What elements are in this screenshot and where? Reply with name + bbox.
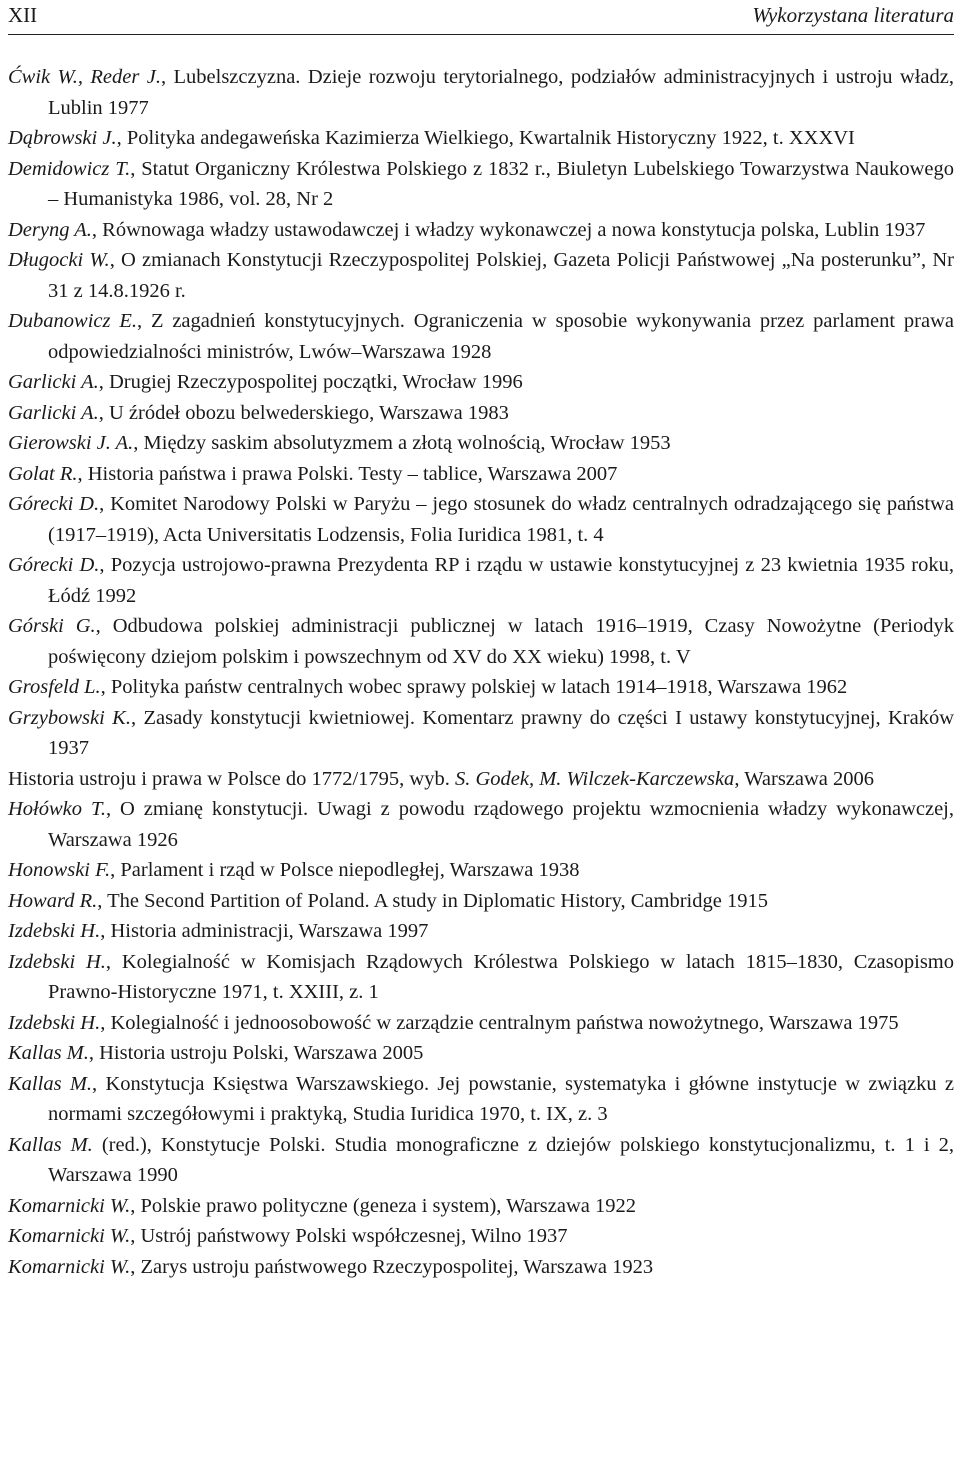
entry-details: , Z zagadnień konstytucyjnych. Ograniczenia w sposobie wykonywania przez parlament prawa odpowiedzialności ministrów, Lwów–Warszawa 1928: [48, 310, 954, 363]
entry-details: , Statut Organiczny Królestwa Polskiego z 1832 r., Biuletyn Lubelskiego Towarzystwa Naukowego – Humanistyka 1986, vol. 28, Nr 2: [48, 157, 955, 210]
bibliography-entry: [8, 428, 954, 459]
entry-details: , Parlament i rząd w Polsce niepodległej, Warszawa 1938: [110, 859, 580, 881]
entry-author: Górecki D.: [8, 493, 100, 515]
entry-author: Izdebski H.: [8, 950, 106, 973]
entry-author: Grosfeld L.: [8, 676, 101, 698]
entry-details: , Między saskim absolutyzmem a złotą wolnością, Wrocław 1953: [133, 432, 671, 454]
entry-details: , Zasady konstytucji kwietniowej. Komentarz prawny do części I ustawy konstytucyjnej, Kraków 1937: [48, 706, 954, 759]
entry-author: Dąbrowski J.: [8, 127, 117, 149]
entry-author: Howard R.: [8, 889, 98, 912]
bibliography-entry: [8, 855, 954, 886]
bibliography-entry: [8, 62, 954, 123]
bibliography-entry: [8, 367, 954, 398]
entry-author: Długocki W.: [8, 249, 110, 271]
entry-author: Górski G.: [8, 615, 96, 637]
bibliography-entry: [8, 703, 954, 764]
entry-details: , Warszawa 2006: [734, 767, 875, 790]
bibliography-entry: [8, 611, 954, 672]
bibliography-entry: [8, 947, 954, 1008]
entry-details: , Komitet Narodowy Polski w Paryżu – jego stosunek do władz centralnych odradzającego się państwa (1917–1919), Acta Universitatis Lodzensis, Folia Iuridica 1981, t. 4: [48, 493, 955, 546]
entry-author: Garlicki A.: [8, 371, 99, 393]
bibliography-entry: [8, 489, 954, 550]
bibliography-entry: [8, 764, 954, 795]
bibliography-entry: [8, 916, 954, 947]
bibliography-entry: [8, 672, 954, 703]
entry-details: , Historia ustroju Polski, Warszawa 2005: [88, 1042, 424, 1064]
entry-author: Deryng A.: [8, 218, 92, 241]
bibliography-entry: [8, 398, 954, 429]
bibliography-entry: [8, 794, 954, 855]
entry-author: Izdebski H.: [8, 920, 101, 942]
bibliography-entry: [8, 1221, 954, 1252]
bibliography-list: [8, 62, 954, 1282]
bibliography-entry: [8, 1008, 954, 1039]
entry-details: , Kolegialność i jednoosobowość w zarządzie centralnym państwa nowożytnego, Warszawa 1975: [100, 1011, 899, 1034]
entry-author: Górecki D.: [8, 554, 100, 576]
entry-details: , Historia państwa i prawa Polski. Testy – tablice, Warszawa 2007: [77, 462, 618, 485]
entry-details: , Drugiej Rzeczypospolitej początki, Wrocław 1996: [98, 371, 523, 393]
entry-details: , Kolegialność w Komisjach Rządowych Królestwa Polskiego w latach 1815–1830, Czasopismo Prawno-Historyczne 1971, t. XXIII, z. 1: [48, 950, 954, 1003]
entry-author: Garlicki A.: [8, 401, 99, 424]
bibliography-entry: [8, 1191, 954, 1222]
entry-author: Gierowski J. A.: [8, 432, 134, 454]
bibliography-entry: [8, 154, 954, 215]
entry-details: , Polskie prawo polityczne (geneza i system), Warszawa 1922: [130, 1194, 637, 1217]
bibliography-entry: [8, 1252, 954, 1283]
entry-details: , Pozycja ustrojowo-prawna Prezydenta RP i rządu w ustawie konstytucyjnej z 23 kwietnia 1935 roku, Łódź 1992: [48, 554, 954, 607]
entry-author: Ćwik W., Reder J.: [8, 66, 161, 88]
bibliography-entry: [8, 123, 954, 154]
entry-details: , Historia administracji, Warszawa 1997: [100, 920, 429, 942]
bibliography-entry: [8, 1069, 954, 1130]
entry-author: Komarnicki W.: [8, 1194, 131, 1217]
entry-author: Komarnicki W.: [8, 1255, 131, 1278]
bibliography-entry: [8, 550, 954, 611]
entry-details: , Odbudowa polskiej administracji publicznej w latach 1916–1919, Czasy Nowożytne (Periodyk poświęcony dziejom polskim i powszechnym od XV do XX wieku) 1998, t. V: [48, 615, 954, 668]
bibliography-entry: [8, 245, 954, 306]
entry-details: , Równowaga władzy ustawodawczej i władzy wykonawczej a nowa konstytucja polska, Lublin 1937: [91, 218, 926, 241]
entry-author: Izdebski H.: [8, 1011, 101, 1034]
bibliography-entry: [8, 215, 954, 246]
entry-details: , O zmianach Konstytucji Rzeczypospolitej Polskiej, Gazeta Policji Państwowej „Na posterunku”, Nr 31 z 14.8.1926 r.: [48, 249, 954, 302]
entry-details: , Polityka państw centralnych wobec sprawy polskiej w latach 1914–1918, Warszawa 1962: [100, 676, 848, 698]
entry-details: , The Second Partition of Poland. A study in Diplomatic History, Cambridge 1915: [97, 889, 768, 912]
entry-details: , Konstytucja Księstwa Warszawskiego. Jej powstanie, systematyka i główne instytucje w związku z normami szczegółowymi i praktyką, Studia Iuridica 1970, t. IX, z. 3: [48, 1072, 954, 1125]
entry-author: Kallas M.: [8, 1072, 93, 1095]
entry-editors: S. Godek, M. Wilczek-Karczewska: [454, 767, 735, 790]
document-page: [8, 0, 954, 1465]
page-number: XII: [8, 3, 38, 27]
entry-author: Golat R.: [8, 462, 78, 485]
section-title: Wykorzystana literatura: [752, 3, 954, 27]
entry-details: , U źródeł obozu belwederskiego, Warszawa 1983: [98, 401, 509, 424]
entry-details: , Lubelszczyzna. Dzieje rozwoju terytorialnego, podziałów administracyjnych i ustroju władz, Lublin 1977: [48, 66, 954, 119]
entry-author: Honowski F.: [8, 859, 111, 881]
entry-author: Grzybowski K.: [8, 706, 131, 729]
entry-details: , Polityka andegaweńska Kazimierza Wielkiego, Kwartalnik Historyczny 1922, t. XXXVI: [116, 127, 855, 149]
entry-details: Historia ustroju i prawa w Polsce do 1772/1795, wyb.: [8, 767, 455, 790]
entry-author: Hołówko T.: [8, 798, 106, 820]
entry-author: Kallas M.: [8, 1133, 93, 1156]
bibliography-entry: [8, 306, 954, 367]
bibliography-entry: [8, 1130, 954, 1191]
bibliography-entry: [8, 886, 954, 917]
entry-details: , Zarys ustroju państwowego Rzeczypospolitej, Warszawa 1923: [130, 1255, 654, 1278]
entry-author: Komarnicki W.: [8, 1225, 131, 1247]
entry-author: Demidowicz T.: [8, 157, 131, 180]
entry-details: , O zmianę konstytucji. Uwagi z powodu rządowego projektu wzmocnienia władzy wykonawczej, Warszawa 1926: [48, 798, 954, 851]
entry-author: Dubanowicz E.: [8, 310, 137, 332]
running-header: [8, 0, 954, 35]
entry-details: (red.), Konstytucje Polski. Studia monograficzne z dziejów polskiego konstytucjonalizmu, t. 1 i 2, Warszawa 1990: [48, 1133, 954, 1186]
bibliography-entry: [8, 459, 954, 490]
bibliography-entry: [8, 1038, 954, 1069]
entry-author: Kallas M.: [8, 1042, 89, 1064]
entry-details: , Ustrój państwowy Polski współczesnej, Wilno 1937: [130, 1225, 568, 1247]
